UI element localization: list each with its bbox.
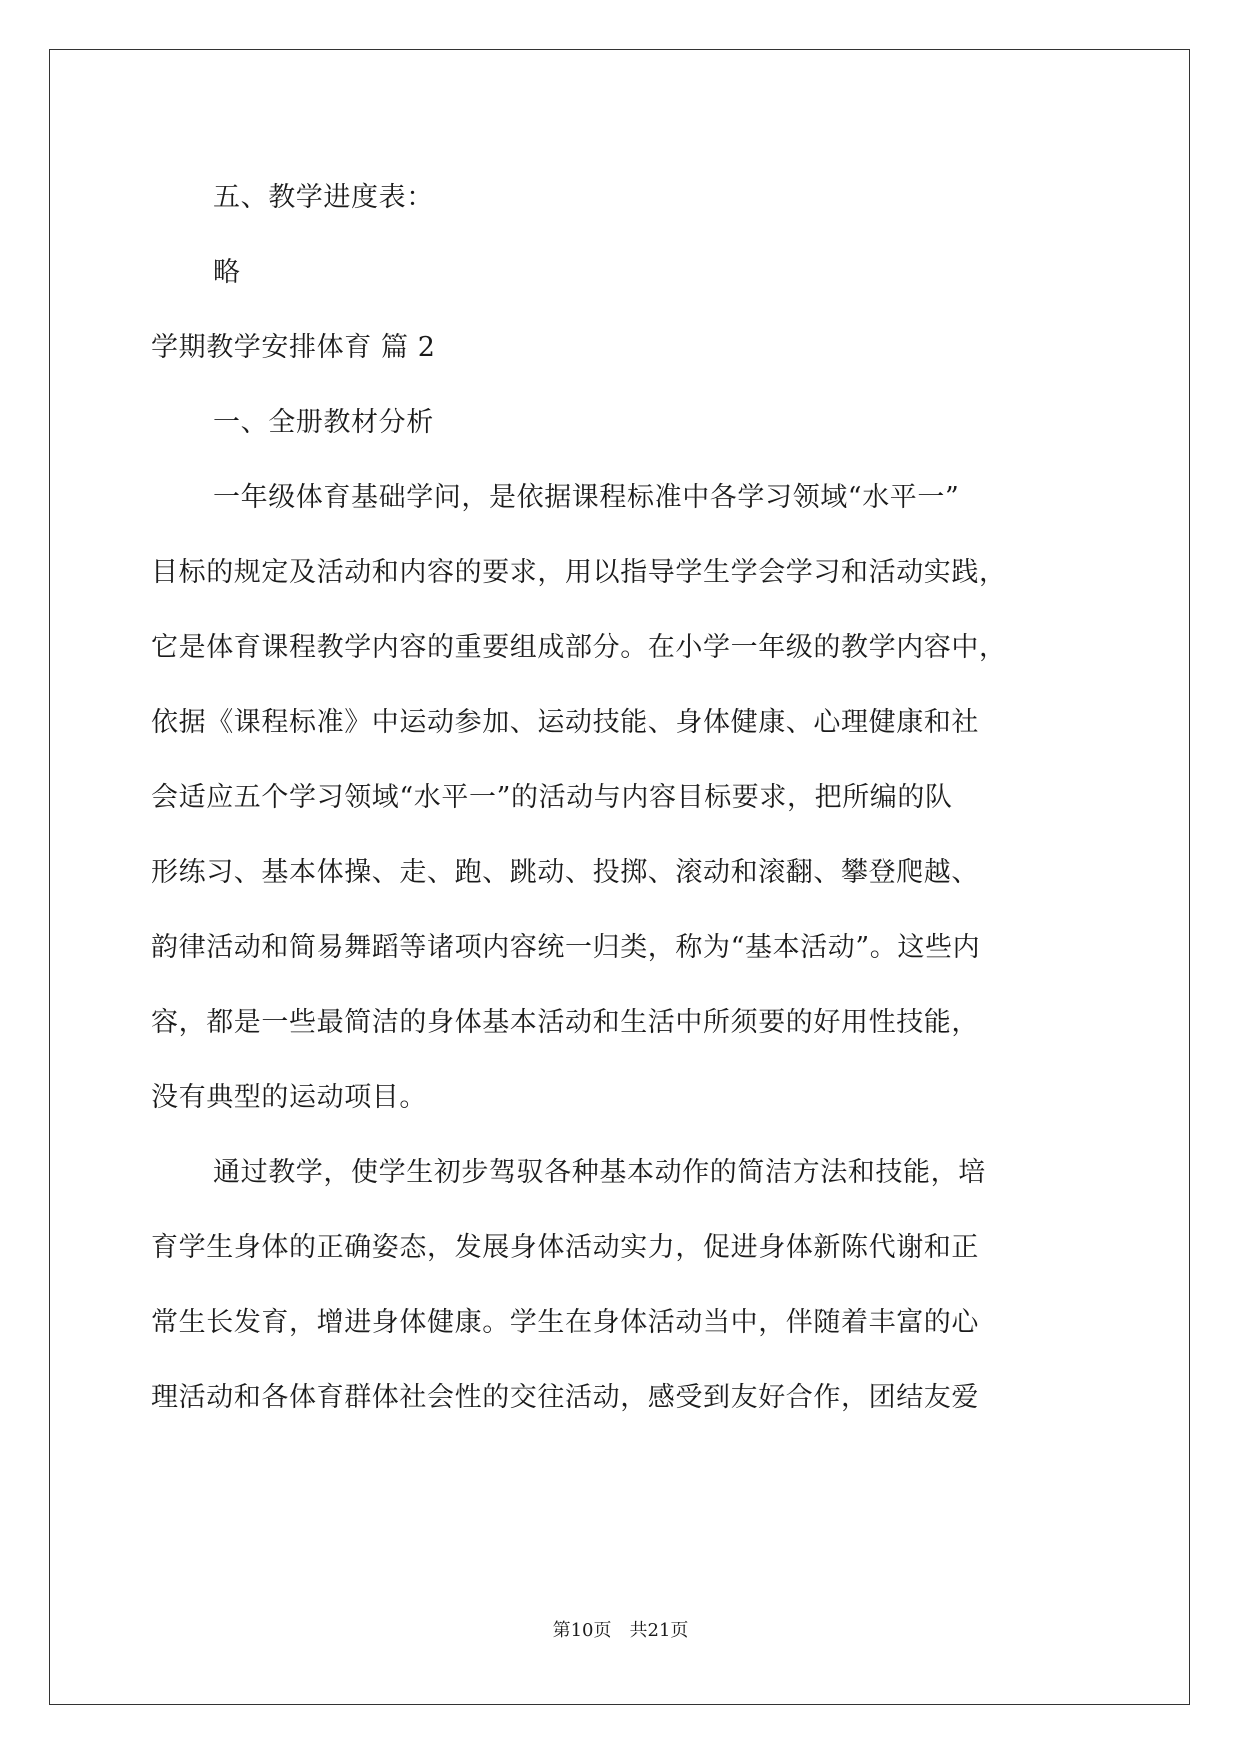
paragraph-line: 韵律活动和简易舞蹈等诸项内容统一归类，称为“基本活动”。这些内 <box>151 932 981 963</box>
paragraph-line: 依据《课程标准》中运动参加、运动技能、身体健康、心理健康和社 <box>151 707 979 738</box>
paragraph-line: 常生长发育，增进身体健康。学生在身体活动当中，伴随着丰富的心 <box>151 1307 979 1338</box>
paragraph-line: 一年级体育基础学问，是依据课程标准中各学习领域“水平一” <box>213 482 960 513</box>
schedule-omitted-text: 略 <box>213 257 241 288</box>
paragraph-line: 通过教学，使学生初步驾驭各种基本动作的简洁方法和技能，培 <box>213 1157 986 1188</box>
document-body <box>151 160 1095 1435</box>
section-heading-schedule: 五、教学进度表： <box>213 182 434 213</box>
paragraph-line: 理活动和各体育群体社会性的交往活动，感受到友好合作，团结友爱 <box>151 1382 979 1413</box>
section-heading-analysis: 一、全册教材分析 <box>213 407 434 438</box>
paragraph-line: 形练习、基本体操、走、跑、跳动、投掷、滚动和滚翻、攀登爬越、 <box>151 857 979 888</box>
article-title: 学期教学安排体育 篇 2 <box>151 332 436 363</box>
paragraph-line: 容，都是一些最简洁的身体基本活动和生活中所须要的好用性技能， <box>151 1007 979 1038</box>
paragraph-line: 它是体育课程教学内容的重要组成部分。在小学一年级的教学内容中， <box>151 632 1007 663</box>
paragraph-line: 没有典型的运动项目。 <box>151 1082 427 1113</box>
paragraph-line: 会适应五个学习领域“水平一”的活动与内容目标要求，把所编的队 <box>151 782 953 813</box>
paragraph-line: 育学生身体的正确姿态，发展身体活动实力，促进身体新陈代谢和正 <box>151 1232 979 1263</box>
paragraph-line: 目标的规定及活动和内容的要求，用以指导学生学会学习和活动实践， <box>151 557 1007 588</box>
page-number: 第10页 <box>552 1620 612 1641</box>
page-footer <box>0 1616 1241 1642</box>
page-total: 共21页 <box>629 1620 689 1641</box>
